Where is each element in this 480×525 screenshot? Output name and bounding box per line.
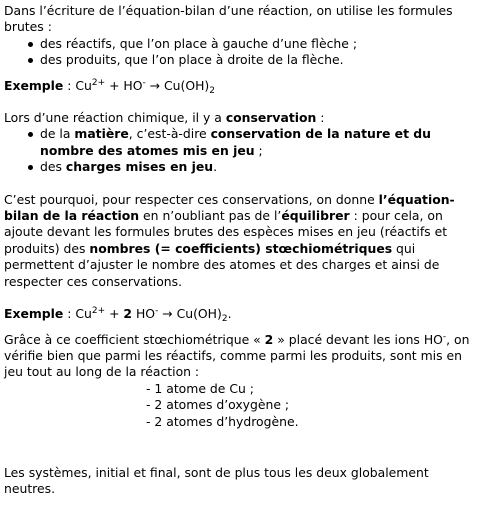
list-item: - 1 atome de Cu ; bbox=[146, 380, 254, 396]
list-item: de la matière, c’est-à-dire conservation de la nature et du nombre des atomes mis en jeu ; bbox=[40, 126, 478, 159]
list-item: - 2 atomes d’hydrogène. bbox=[146, 413, 299, 429]
list-item: - 2 atomes d’oxygène ; bbox=[146, 397, 290, 413]
intro-text: Dans l’écriture de l’équation-bilan d’une réaction, on utilise les formules brutes : bbox=[4, 3, 453, 35]
intro-bullet-list bbox=[4, 36, 478, 69]
list-item: des charges mises en jeu. bbox=[40, 159, 478, 175]
conservation-list bbox=[4, 126, 478, 175]
example-2: Exemple : $Cu^{2+} + 2$ $HO^- \to Cu(OH)_2$. bbox=[4, 306, 232, 325]
atom-count-list bbox=[4, 381, 478, 431]
conservation-lead: Lors d’une réaction chimique, il y a conservation : bbox=[4, 110, 325, 126]
balancing-paragraph: C’est pourquoi, pour respecter ces conservations, on donne l’équation-bilan de la réaction en n’oubliant pas de l’équilibrer : pour cela, on ajoute devant les formules brutes des espèces mises en jeu (réactifs et produits) des nombres (= coefficients) stœchiométriques qui permettent d’ajuster le nombre des atomes et des charges et ainsi de respecter ces conservations. bbox=[4, 191, 455, 289]
list-item: des produits, que l’on place à droite de la flèche. bbox=[40, 52, 478, 68]
example-label: Exemple bbox=[4, 306, 64, 322]
example-label: Exemple bbox=[4, 77, 64, 93]
list-item: des réactifs, que l’on place à gauche d’une flèche ; bbox=[40, 36, 478, 52]
coefficient-paragraph: Grâce à ce coefficient stœchiométrique « 2 » placé devant les ions HO-, on vérifie bien que parmi les réactifs, comme parmi les produits, sont mis en jeu tout au long de la réaction : bbox=[4, 331, 470, 380]
conclusion-text: Les systèmes, initial et final, sont de plus tous les deux globalement neutres. bbox=[4, 464, 429, 496]
example-1: Exemple : $Cu^{2+} + HO^- \to Cu(OH)_2$ bbox=[4, 77, 215, 96]
